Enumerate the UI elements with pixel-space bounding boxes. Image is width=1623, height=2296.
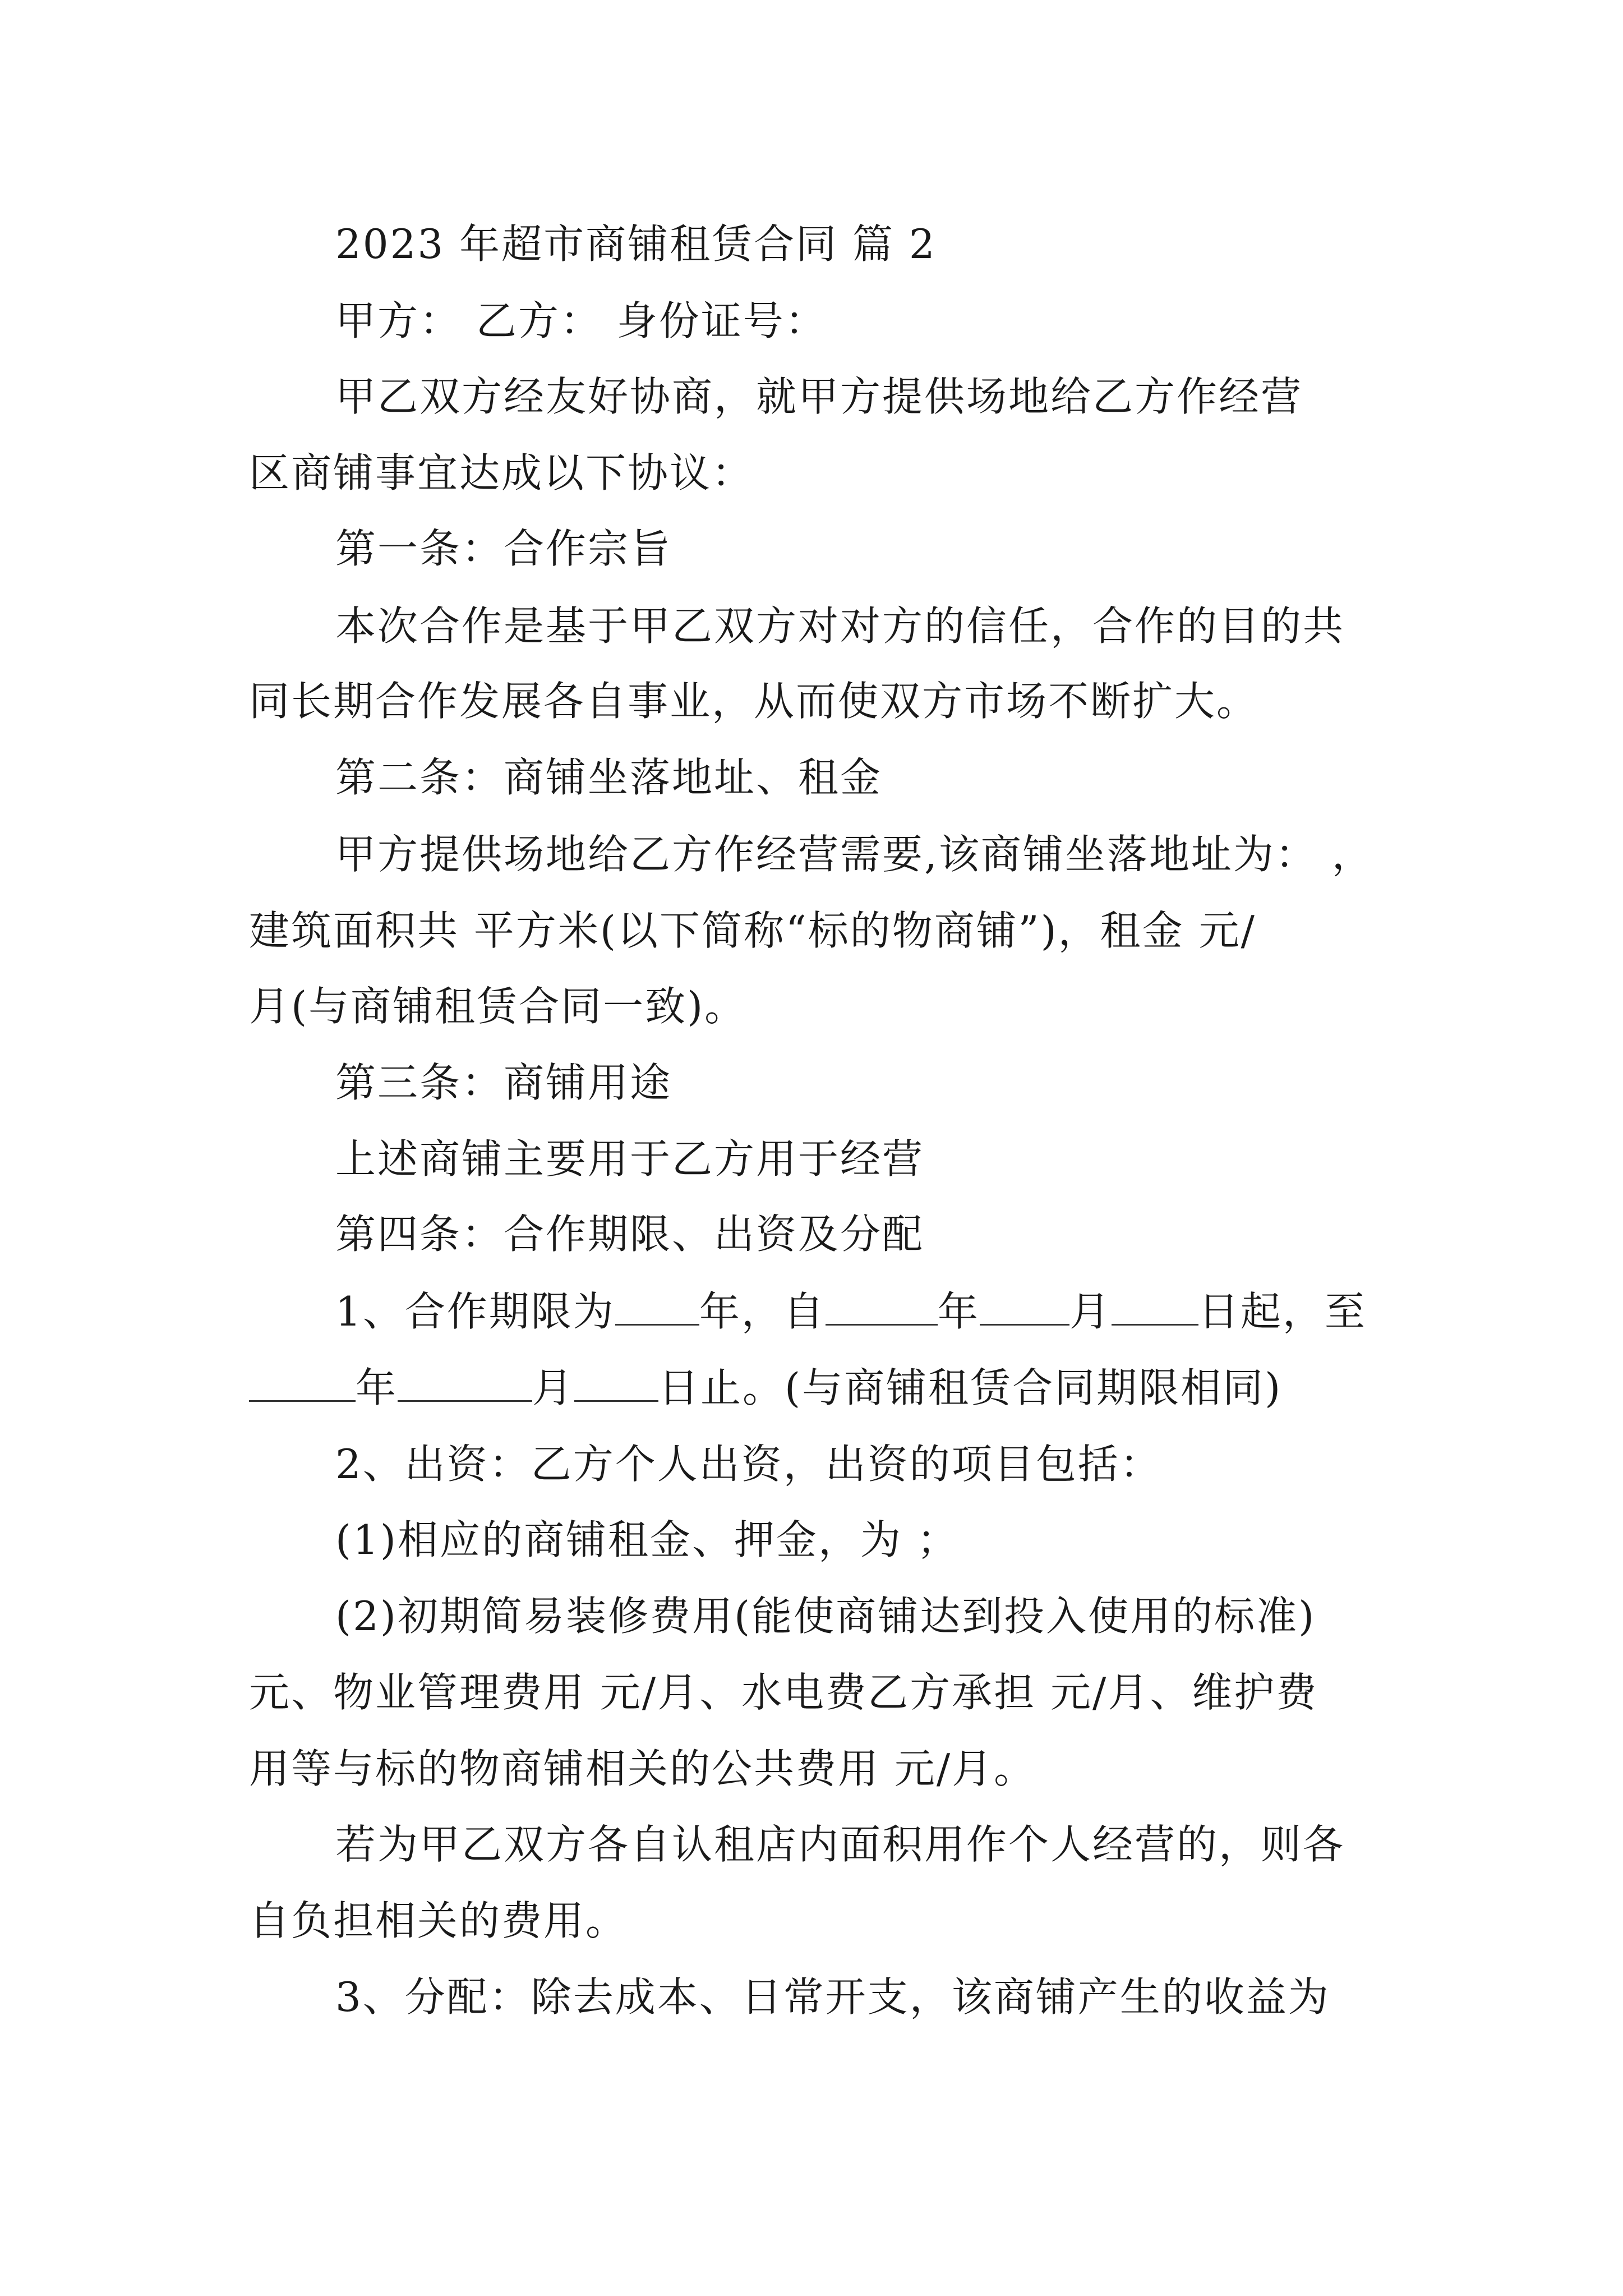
term-line-2 bbox=[249, 1360, 1282, 1416]
blank-end-month[interactable] bbox=[398, 1364, 532, 1402]
investment-item-1: (1)相应的商铺租金、押金，为 ； bbox=[335, 1516, 959, 1563]
investment-item-2-line-2: 元、物业管理费用 元/月、水电费乙方承担 元/月、维护费 bbox=[249, 1669, 1318, 1716]
term-line-1 bbox=[335, 1283, 1367, 1340]
own-expense-line-1: 若为甲乙双方各自认租店内面积用作个人经营的，则各 bbox=[335, 1821, 1345, 1868]
document-title: 2023 年超市商铺租赁合同 篇 2 bbox=[335, 220, 937, 268]
term-text-c: 年 bbox=[937, 1288, 980, 1335]
article-2-body-1: 甲方提供场地给乙方作经营需要,该商铺坐落地址为： ， bbox=[335, 831, 1374, 878]
own-expense-line-2: 自负担相关的费用。 bbox=[249, 1897, 628, 1944]
blank-end-year[interactable] bbox=[249, 1364, 356, 1402]
article-1-body-1: 本次合作是基于甲乙双方对对方的信任，合作的目的共 bbox=[335, 602, 1345, 650]
article-4-title: 第四条：合作期限、出资及分配 bbox=[335, 1211, 925, 1258]
blank-years[interactable] bbox=[615, 1288, 699, 1326]
article-2-body-2: 建筑面积共 平方米(以下简称“标的物商铺”)，租金 元/ bbox=[249, 907, 1256, 954]
investment-line: 2、出资：乙方个人出资，出资的项目包括： bbox=[335, 1441, 1162, 1488]
article-1-body-2: 同长期合作发展各自事业，从而使双方市场不断扩大。 bbox=[249, 678, 1259, 725]
blank-start-day[interactable] bbox=[1112, 1288, 1198, 1326]
term-text-a: 1、合作期限为 bbox=[335, 1288, 615, 1335]
article-1-title: 第一条：合作宗旨 bbox=[335, 525, 672, 572]
intro-line-1: 甲乙双方经友好协商，就甲方提供场地给乙方作经营 bbox=[335, 373, 1303, 420]
intro-line-2: 区商铺事宜达成以下协议： bbox=[249, 449, 754, 496]
investment-item-2-line-1: (2)初期简易装修费用(能使商铺达到投入使用的标准) bbox=[335, 1593, 1316, 1640]
blank-start-month[interactable] bbox=[980, 1288, 1069, 1326]
term-text-d: 月 bbox=[1069, 1288, 1112, 1335]
blank-end-day[interactable] bbox=[574, 1364, 658, 1402]
distribution-line: 3、分配：除去成本、日常开支，该商铺产生的收益为 bbox=[335, 1973, 1330, 2021]
term2-text-c: 日止。(与商铺租赁合同期限相同) bbox=[658, 1364, 1283, 1411]
article-3-body: 上述商铺主要用于乙方用于经营 bbox=[335, 1135, 925, 1182]
article-2-title: 第二条：商铺坐落地址、租金 bbox=[335, 754, 883, 801]
term2-text-a: 年 bbox=[356, 1364, 398, 1411]
term2-text-b: 月 bbox=[532, 1364, 575, 1411]
article-2-body-3: 月(与商铺租赁合同一致)。 bbox=[249, 983, 747, 1030]
article-3-title: 第三条：商铺用途 bbox=[335, 1059, 672, 1106]
term-text-b: 年，自 bbox=[699, 1288, 826, 1335]
blank-start-year[interactable] bbox=[826, 1288, 938, 1326]
parties-line: 甲方： 乙方： 身份证号： bbox=[335, 297, 827, 344]
term-text-e: 日起，至 bbox=[1198, 1288, 1367, 1335]
investment-item-2-line-3: 用等与标的物商铺相关的公共费用 元/月。 bbox=[249, 1745, 1036, 1792]
